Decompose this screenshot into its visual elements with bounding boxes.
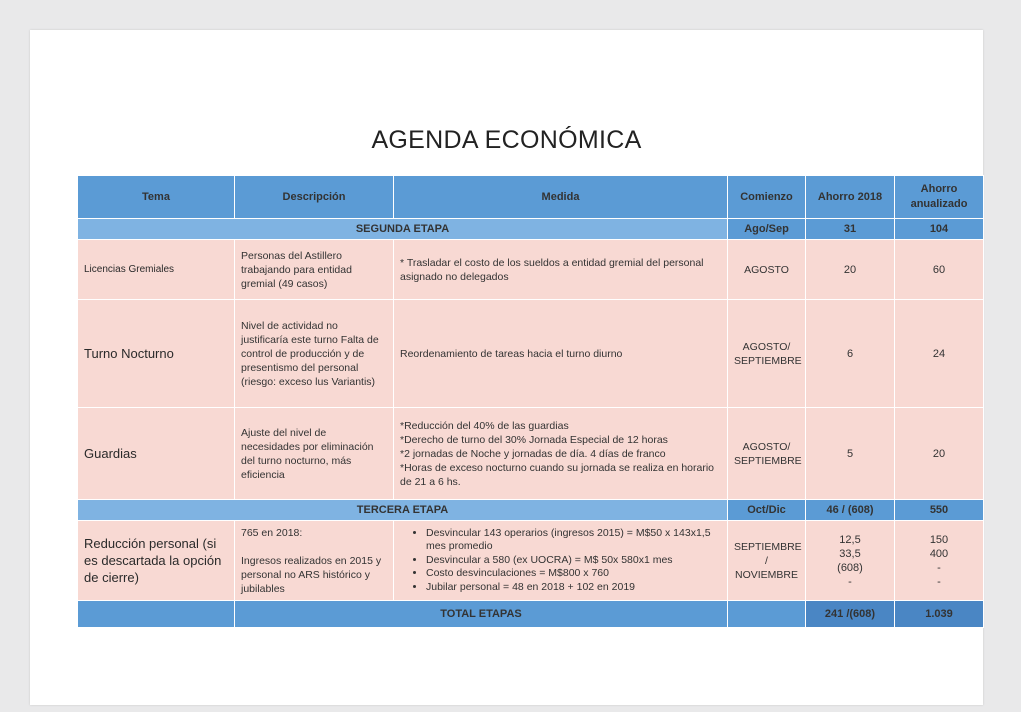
row-medida: * Trasladar el costo de los sueldos a entidad gremial del personal asignado no delegados	[394, 240, 728, 300]
row-medida	[394, 408, 728, 500]
row-descripcion: Personas del Astillero trabajando para entidad gremial (49 casos)	[235, 240, 394, 300]
value-line: 33,5	[839, 547, 861, 560]
value-line: (608)	[837, 561, 863, 574]
value-line: -	[848, 575, 852, 588]
table-row	[78, 521, 984, 601]
agenda-table	[77, 175, 984, 628]
stage-row-tercera	[78, 500, 984, 521]
medida-line: *Horas de exceso nocturno cuando su jornada se realiza en horario de 21 a 6 hs.	[400, 461, 715, 488]
value-line: 150	[929, 533, 949, 546]
medida-line: *Reducción del 40% de las guardias	[400, 419, 569, 432]
row-descripcion	[235, 521, 394, 601]
stage-comienzo: Oct/Dic	[728, 500, 806, 521]
medida-line: *Derecho de turno del 30% Jornada Especial de 12 horas	[400, 433, 668, 446]
row-ahorro-anualizado: 24	[895, 300, 984, 408]
descripcion-line: 765 en 2018:	[241, 526, 303, 539]
total-row	[78, 601, 984, 628]
row-comienzo: AGOSTO/ SEPTIEMBRE	[728, 408, 806, 500]
table-row	[78, 300, 984, 408]
row-comienzo	[728, 521, 806, 601]
list-item: • Desvincular a 580 (ex UOCRA) = M$ 50x 580x1 mes	[426, 554, 721, 568]
list-item: • Jubilar personal = 48 en 2018 + 102 en 2019	[426, 581, 721, 595]
total-ahorro-anualizado: 1.039	[895, 601, 984, 628]
row-ahorro-anualizado: 20	[895, 408, 984, 500]
row-ahorro-anualizado: 60	[895, 240, 984, 300]
table-row	[78, 240, 984, 300]
row-descripcion: Nivel de actividad no justificaría este turno Falta de control de producción y de presentismo del personal (riesgo: exceso lus Variantis)	[235, 300, 394, 408]
total-empty	[728, 601, 806, 628]
row-ahorro-2018: 20	[806, 240, 895, 300]
total-empty	[78, 601, 235, 628]
row-medida: Reordenamiento de tareas hacia el turno diurno	[394, 300, 728, 408]
stage-comienzo: Ago/Sep	[728, 219, 806, 240]
total-label: TOTAL ETAPAS	[235, 601, 728, 628]
row-ahorro-2018: 5	[806, 408, 895, 500]
table-row	[78, 408, 984, 500]
header-tema: Tema	[78, 176, 235, 219]
row-descripcion: Ajuste del nivel de necesidades por eliminación del turno nocturno, más eficiencia	[235, 408, 394, 500]
header-ahorro-anualizado: Ahorro anualizado	[895, 176, 984, 219]
page-title: AGENDA ECONÓMICA	[371, 126, 642, 154]
list-item: • Desvincular 143 operarios (ingresos 2015) = M$50 x 143x1,5 mes promedio	[426, 527, 721, 554]
comienzo-line: NOVIEMBRE	[734, 568, 798, 581]
stage-ahorro-anualizado: 550	[895, 500, 984, 521]
row-ahorro-2018	[806, 521, 895, 601]
stage-ahorro-2018: 31	[806, 219, 895, 240]
stage-row-segunda	[78, 219, 984, 240]
document-page	[30, 30, 983, 705]
row-tema: Turno Nocturno	[78, 300, 235, 408]
value-line: -	[937, 561, 941, 574]
row-tema: Guardias	[78, 408, 235, 500]
stage-label: TERCERA ETAPA	[78, 500, 728, 521]
comienzo-line: /	[765, 554, 768, 567]
total-ahorro-2018: 241 /(608)	[806, 601, 895, 628]
row-tema: Reducción personal (si es descartada la opción de cierre)	[78, 521, 235, 601]
row-ahorro-anualizado	[895, 521, 984, 601]
header-descripcion: Descripción	[235, 176, 394, 219]
header-comienzo: Comienzo	[728, 176, 806, 219]
row-tema: Licencias Gremiales	[78, 240, 235, 300]
header-row	[78, 176, 984, 219]
stage-label: SEGUNDA ETAPA	[78, 219, 728, 240]
medida-list	[400, 527, 721, 595]
value-line: -	[937, 575, 941, 588]
stage-ahorro-2018: 46 / (608)	[806, 500, 895, 521]
comienzo-line: SEPTIEMBRE	[734, 540, 802, 553]
list-item: • Costo desvinculaciones = M$800 x 760	[426, 567, 721, 581]
row-comienzo: AGOSTO	[728, 240, 806, 300]
value-line: 12,5	[839, 533, 861, 546]
row-comienzo: AGOSTO/ SEPTIEMBRE	[728, 300, 806, 408]
header-ahorro-2018: Ahorro 2018	[806, 176, 895, 219]
row-medida	[394, 521, 728, 601]
stage-ahorro-anualizado: 104	[895, 219, 984, 240]
header-medida: Medida	[394, 176, 728, 219]
medida-line: *2 jornadas de Noche y jornadas de día. 4 días de franco	[400, 447, 666, 460]
row-ahorro-2018: 6	[806, 300, 895, 408]
descripcion-line: Ingresos realizados en 2015 y personal no ARS histórico y jubilables	[241, 554, 382, 595]
value-line: 400	[929, 547, 949, 560]
